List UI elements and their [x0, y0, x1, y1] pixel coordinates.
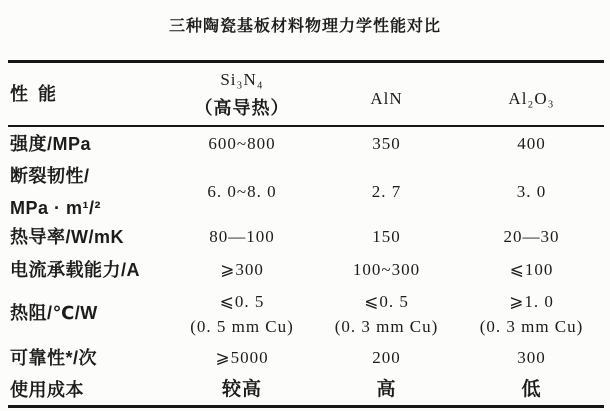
- cell-si3n4-value: [170, 160, 314, 224]
- value-line: 2. 7: [371, 182, 402, 201]
- cell-al2o3-value: [459, 160, 604, 224]
- header-si3n4-formula: Si₃N₄: [220, 70, 264, 89]
- value-line: 200: [372, 348, 401, 367]
- cell-property-label: [8, 286, 170, 341]
- header-si3n4: [170, 63, 314, 125]
- cell-property-label: [8, 375, 170, 405]
- value-line: 高: [376, 379, 397, 400]
- value-line: ⩽100: [509, 259, 554, 279]
- value-line: 80—100: [209, 226, 275, 246]
- cell-al2o3-value: [459, 220, 604, 253]
- value-line: ⩽0. 5: [219, 291, 265, 311]
- cell-aln-value: [314, 341, 459, 375]
- value-line: 150: [372, 226, 401, 246]
- value-line: 400: [517, 133, 546, 153]
- value-line: ⩾300: [220, 259, 264, 279]
- header-al2o3: [459, 63, 604, 125]
- cell-si3n4-value: [170, 220, 314, 253]
- cell-property-label: [8, 127, 170, 160]
- label-line: 热阻/℃/W: [10, 303, 98, 323]
- value-line: 3. 0: [516, 182, 547, 201]
- value-line: ⩾1. 0: [509, 291, 554, 311]
- label-line: MPa · m¹/²: [10, 198, 102, 218]
- cell-aln-value: [314, 375, 459, 405]
- cell-si3n4-value: [170, 253, 314, 286]
- table-row-thermal-resistance: [8, 286, 604, 341]
- table-row-thermal-conductivity: [8, 220, 604, 253]
- cell-si3n4-value: [170, 341, 314, 375]
- value-line: 较高: [221, 379, 262, 400]
- cell-al2o3-value: [459, 341, 604, 375]
- label-line: 热导率/W/mK: [10, 226, 124, 247]
- ceramic-materials-comparison-table: [8, 60, 604, 408]
- cell-property-label: [8, 341, 170, 375]
- cell-property-label: [8, 160, 170, 224]
- header-si3n4-note: （高导热）: [194, 98, 290, 118]
- table-row-fracture-toughness: [8, 160, 604, 220]
- table-row-reliability: [8, 341, 604, 375]
- cell-aln-value: [314, 253, 459, 286]
- cell-aln-value: [314, 220, 459, 253]
- value-line: (0. 3 mm Cu): [334, 316, 439, 336]
- table-row-current-capacity: [8, 253, 604, 286]
- value-line: 6. 0~8. 0: [207, 182, 277, 201]
- header-al2o3-formula: Al₂O₃: [508, 88, 555, 108]
- label-line: 使用成本: [10, 380, 84, 400]
- value-line: 600~800: [208, 133, 276, 153]
- table-row-strength: [8, 127, 604, 160]
- label-line: 可靠性*/次: [10, 348, 98, 368]
- cell-al2o3-value: [459, 375, 604, 405]
- cell-al2o3-value: [459, 127, 604, 160]
- cell-si3n4-value: [170, 127, 314, 160]
- cell-aln-value: [314, 286, 459, 341]
- label-line: 断裂韧性/: [10, 166, 90, 186]
- value-line: 20—30: [503, 226, 560, 246]
- table-header-row: [8, 63, 604, 127]
- header-property: [8, 63, 170, 125]
- label-line: 强度/MPa: [10, 133, 92, 154]
- value-line: 低: [521, 379, 542, 400]
- value-line: 100~300: [352, 259, 421, 279]
- cell-aln-value: [314, 160, 459, 224]
- value-line: 300: [517, 348, 546, 367]
- header-property-label: 性能: [10, 83, 66, 104]
- header-aln: [314, 63, 459, 125]
- table-title: 三种陶瓷基板材料物理力学性能对比: [168, 18, 441, 35]
- cell-si3n4-value: [170, 286, 314, 341]
- value-line: (0. 5 mm Cu): [190, 316, 294, 336]
- header-aln-formula: AlN: [370, 88, 403, 108]
- label-line: 电流承载能力/A: [10, 259, 140, 280]
- cell-si3n4-value: [170, 375, 314, 405]
- cell-property-label: [8, 220, 170, 253]
- cell-al2o3-value: [459, 253, 604, 286]
- table-row-usage-cost: [8, 375, 604, 405]
- cell-al2o3-value: [459, 286, 604, 341]
- cell-property-label: [8, 253, 170, 286]
- value-line: ⩽0. 5: [364, 291, 409, 311]
- value-line: 350: [372, 133, 401, 153]
- value-line: ⩾5000: [215, 348, 269, 367]
- value-line: (0. 3 mm Cu): [479, 316, 584, 336]
- cell-aln-value: [314, 127, 459, 160]
